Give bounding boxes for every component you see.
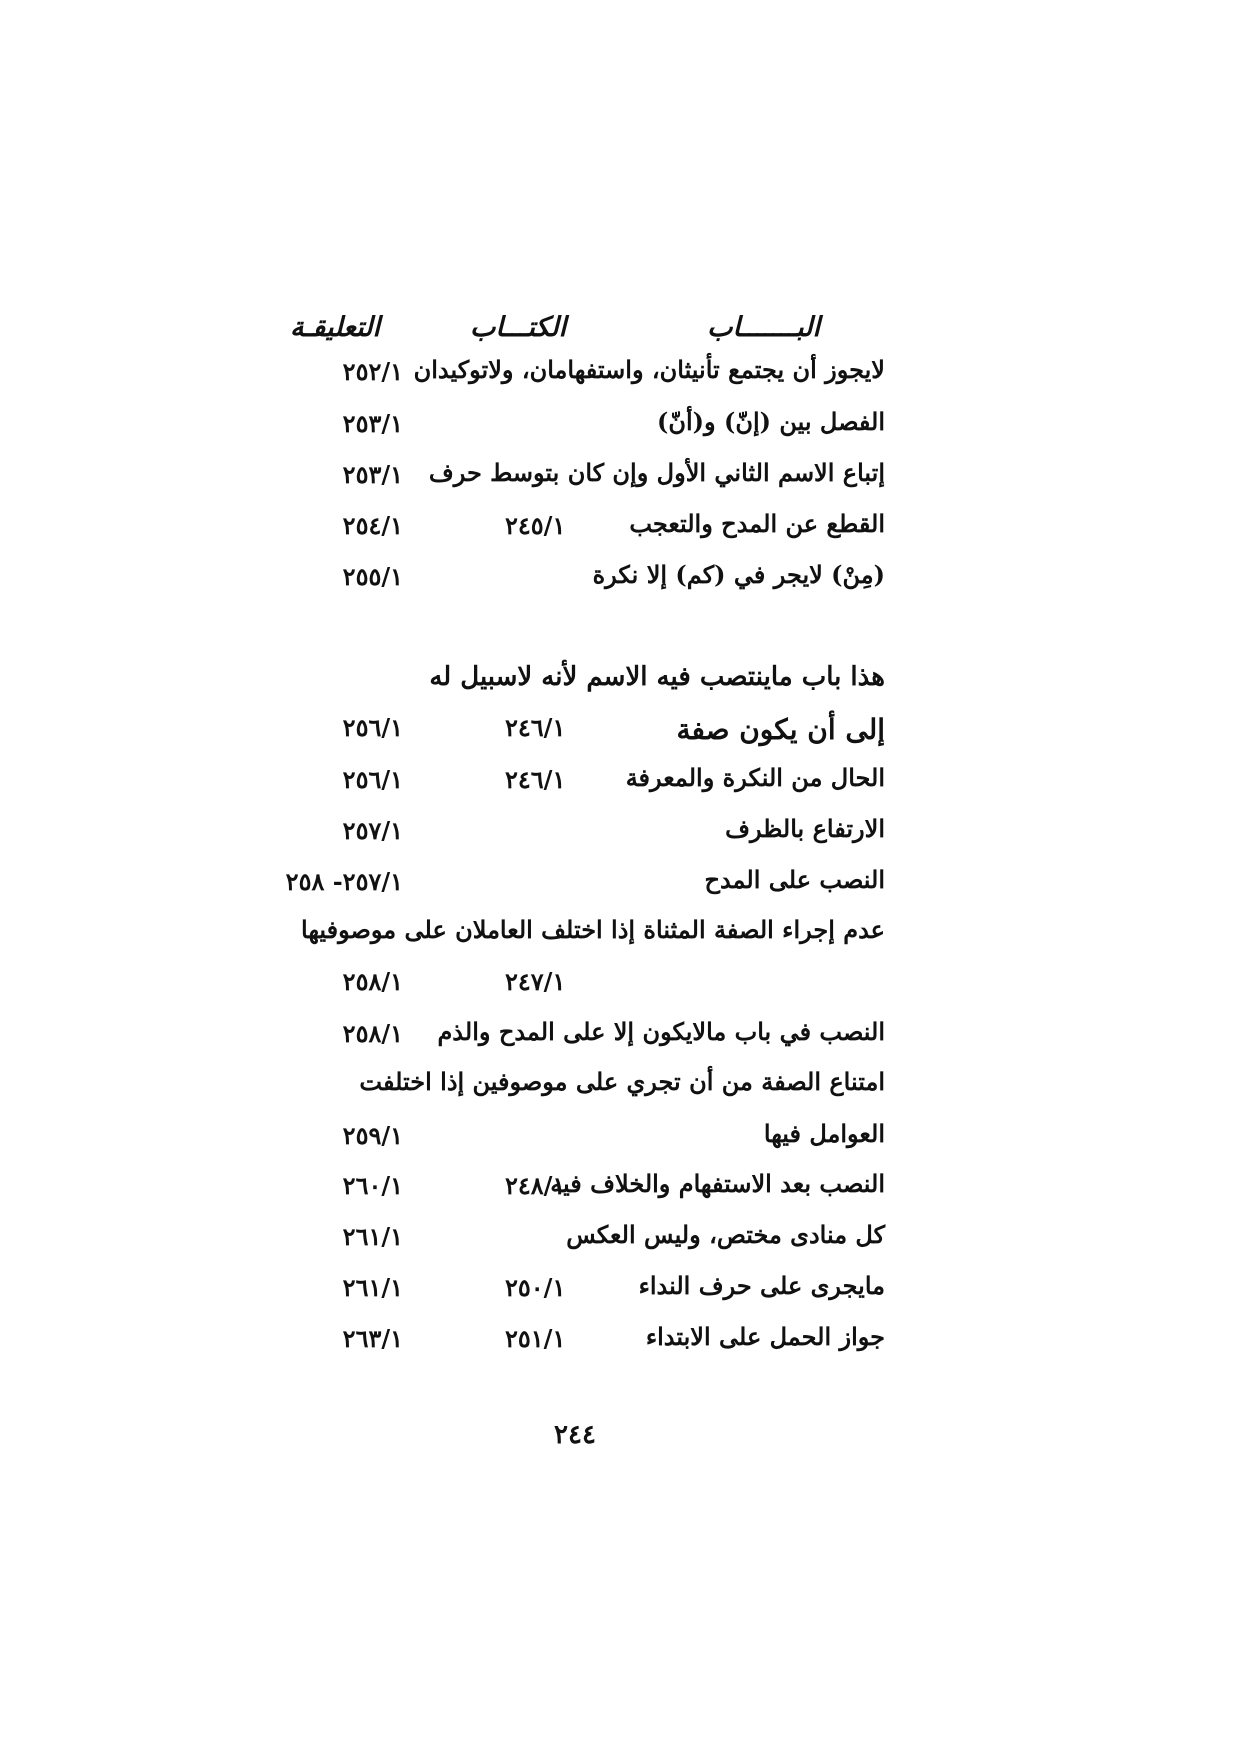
row-taliqa: ٢٦٣/١ xyxy=(342,1324,403,1353)
row-bab: عدم إجراء الصفة المثناة إذا اختلف العاملان على موصوفيها xyxy=(301,915,885,944)
row-taliqa: ٢٥٣/١ xyxy=(342,460,403,489)
row-bab: (مِنْ) لايجر في (كم) إلا نكرة xyxy=(592,560,885,589)
row-taliqa: ٢٥٩/١ xyxy=(342,1121,403,1150)
row-bab: النصب بعد الاستفهام والخلاف فيه xyxy=(550,1169,885,1198)
row-taliqa: ٢٥٧/١- ٢٥٨ xyxy=(285,867,403,896)
row-bab: النصب على المدح xyxy=(704,865,885,894)
header-kitab: الكتـــاب xyxy=(470,312,567,343)
row-taliqa: ٢٦١/١ xyxy=(342,1222,403,1251)
row-bab: النصب في باب مالايكون إلا على المدح والذم xyxy=(437,1017,885,1046)
row-taliqa: ٢٥٨/١ xyxy=(342,967,403,996)
row-kitab: ٢٤٧/١ xyxy=(505,967,566,996)
row-bab: إتباع الاسم الثاني الأول وإن كان بتوسط حرف xyxy=(428,458,885,487)
row-kitab: ٢٤٨/١ xyxy=(505,1171,566,1200)
row-bab: مايجرى على حرف النداء xyxy=(638,1271,885,1300)
row-taliqa: ٢٥٦/١ xyxy=(342,765,403,794)
row-bab: لايجوز أن يجتمع تأنيثان، واستفهامان، ولاتوكيدان xyxy=(413,355,885,384)
row-bab: جواز الحمل على الابتداء xyxy=(645,1322,885,1351)
row-taliqa: ٢٥٥/١ xyxy=(342,562,403,591)
header-bab: البـــــــاب xyxy=(707,312,820,343)
row-taliqa: ٢٦٠/١ xyxy=(342,1171,403,1200)
row-taliqa: ٢٦١/١ xyxy=(342,1273,403,1302)
row-bab: امتناع الصفة من أن تجري على موصوفين إذا اختلفت xyxy=(359,1067,885,1096)
page-number: ٢٤٤ xyxy=(554,1420,596,1450)
row-taliqa: ٢٥٤/١ xyxy=(342,511,403,540)
row-bab: كل منادى مختص، وليس العكس xyxy=(566,1220,885,1249)
row-bab: الارتفاع بالظرف xyxy=(725,814,885,843)
section-taliqa: ٢٥٦/١ xyxy=(342,713,403,742)
row-taliqa: ٢٥٢/١ xyxy=(342,357,403,386)
header-taliqa: التعليقـة xyxy=(290,312,381,343)
row-taliqa: ٢٥٧/١ xyxy=(342,816,403,845)
row-kitab: ٢٥١/١ xyxy=(505,1324,566,1353)
section-kitab: ٢٤٦/١ xyxy=(505,713,566,742)
section-title-line1: هذا باب ماينتصب فيه الاسم لأنه لاسبيل له xyxy=(429,662,885,692)
row-bab: القطع عن المدح والتعجب xyxy=(629,509,885,538)
row-kitab: ٢٥٠/١ xyxy=(505,1273,566,1302)
row-bab: الحال من النكرة والمعرفة xyxy=(625,763,885,792)
row-taliqa: ٢٥٣/١ xyxy=(342,409,403,438)
row-kitab: ٢٤٦/١ xyxy=(505,765,566,794)
row-taliqa: ٢٥٨/١ xyxy=(342,1019,403,1048)
section-title-line2: إلى أن يكون صفة xyxy=(676,713,885,746)
row-kitab: ٢٤٥/١ xyxy=(505,511,566,540)
row-bab: الفصل بين (إنّ) و(أنّ) xyxy=(657,407,885,436)
row-bab: العوامل فيها xyxy=(763,1119,885,1148)
